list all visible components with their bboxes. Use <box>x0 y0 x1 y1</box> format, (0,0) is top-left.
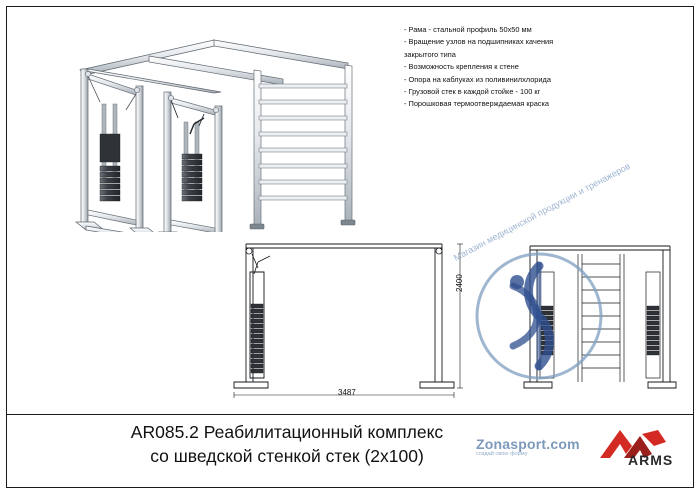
front-elevation-drawing <box>520 232 680 402</box>
watermark-text: Магазин медицинской продукции и тренажеров <box>452 160 632 263</box>
spec-item: - Рама - стальной профиль 50х50 мм <box>404 25 532 34</box>
spec-item: - Вращение узлов на подшипниках качения <box>404 37 554 47</box>
caption-line-2: со шведской стенкой стек (2х100) <box>150 446 424 466</box>
spec-item: - Возможность крепления к стене <box>404 62 519 72</box>
arms-logo-word: ARMS <box>628 452 674 468</box>
width-dimension-label: 3487 <box>338 388 356 397</box>
watermark-brand-rest: sport.com <box>510 436 580 452</box>
spec-item: - Грузовой стек в каждой стойке - 100 кг <box>404 87 541 97</box>
height-dimension-label: 2400 <box>455 274 464 292</box>
spec-item: - Опора на каблуках из поливинилхлорида <box>404 74 551 84</box>
side-elevation-drawing <box>228 232 478 402</box>
watermark-brand-sub: создай свою форму <box>476 451 528 457</box>
caption-line-1: AR085.2 Реабилитационный комплекс <box>130 422 444 442</box>
spec-item: закрытого типа <box>404 49 456 59</box>
perspective-drawing <box>18 14 396 232</box>
caption-divider <box>7 414 693 415</box>
specifications-list <box>404 24 672 111</box>
caption <box>7 420 567 468</box>
watermark-brand-name: Zona <box>476 436 511 452</box>
spec-item: - Порошковая термоотверждаемая краска <box>404 99 550 109</box>
